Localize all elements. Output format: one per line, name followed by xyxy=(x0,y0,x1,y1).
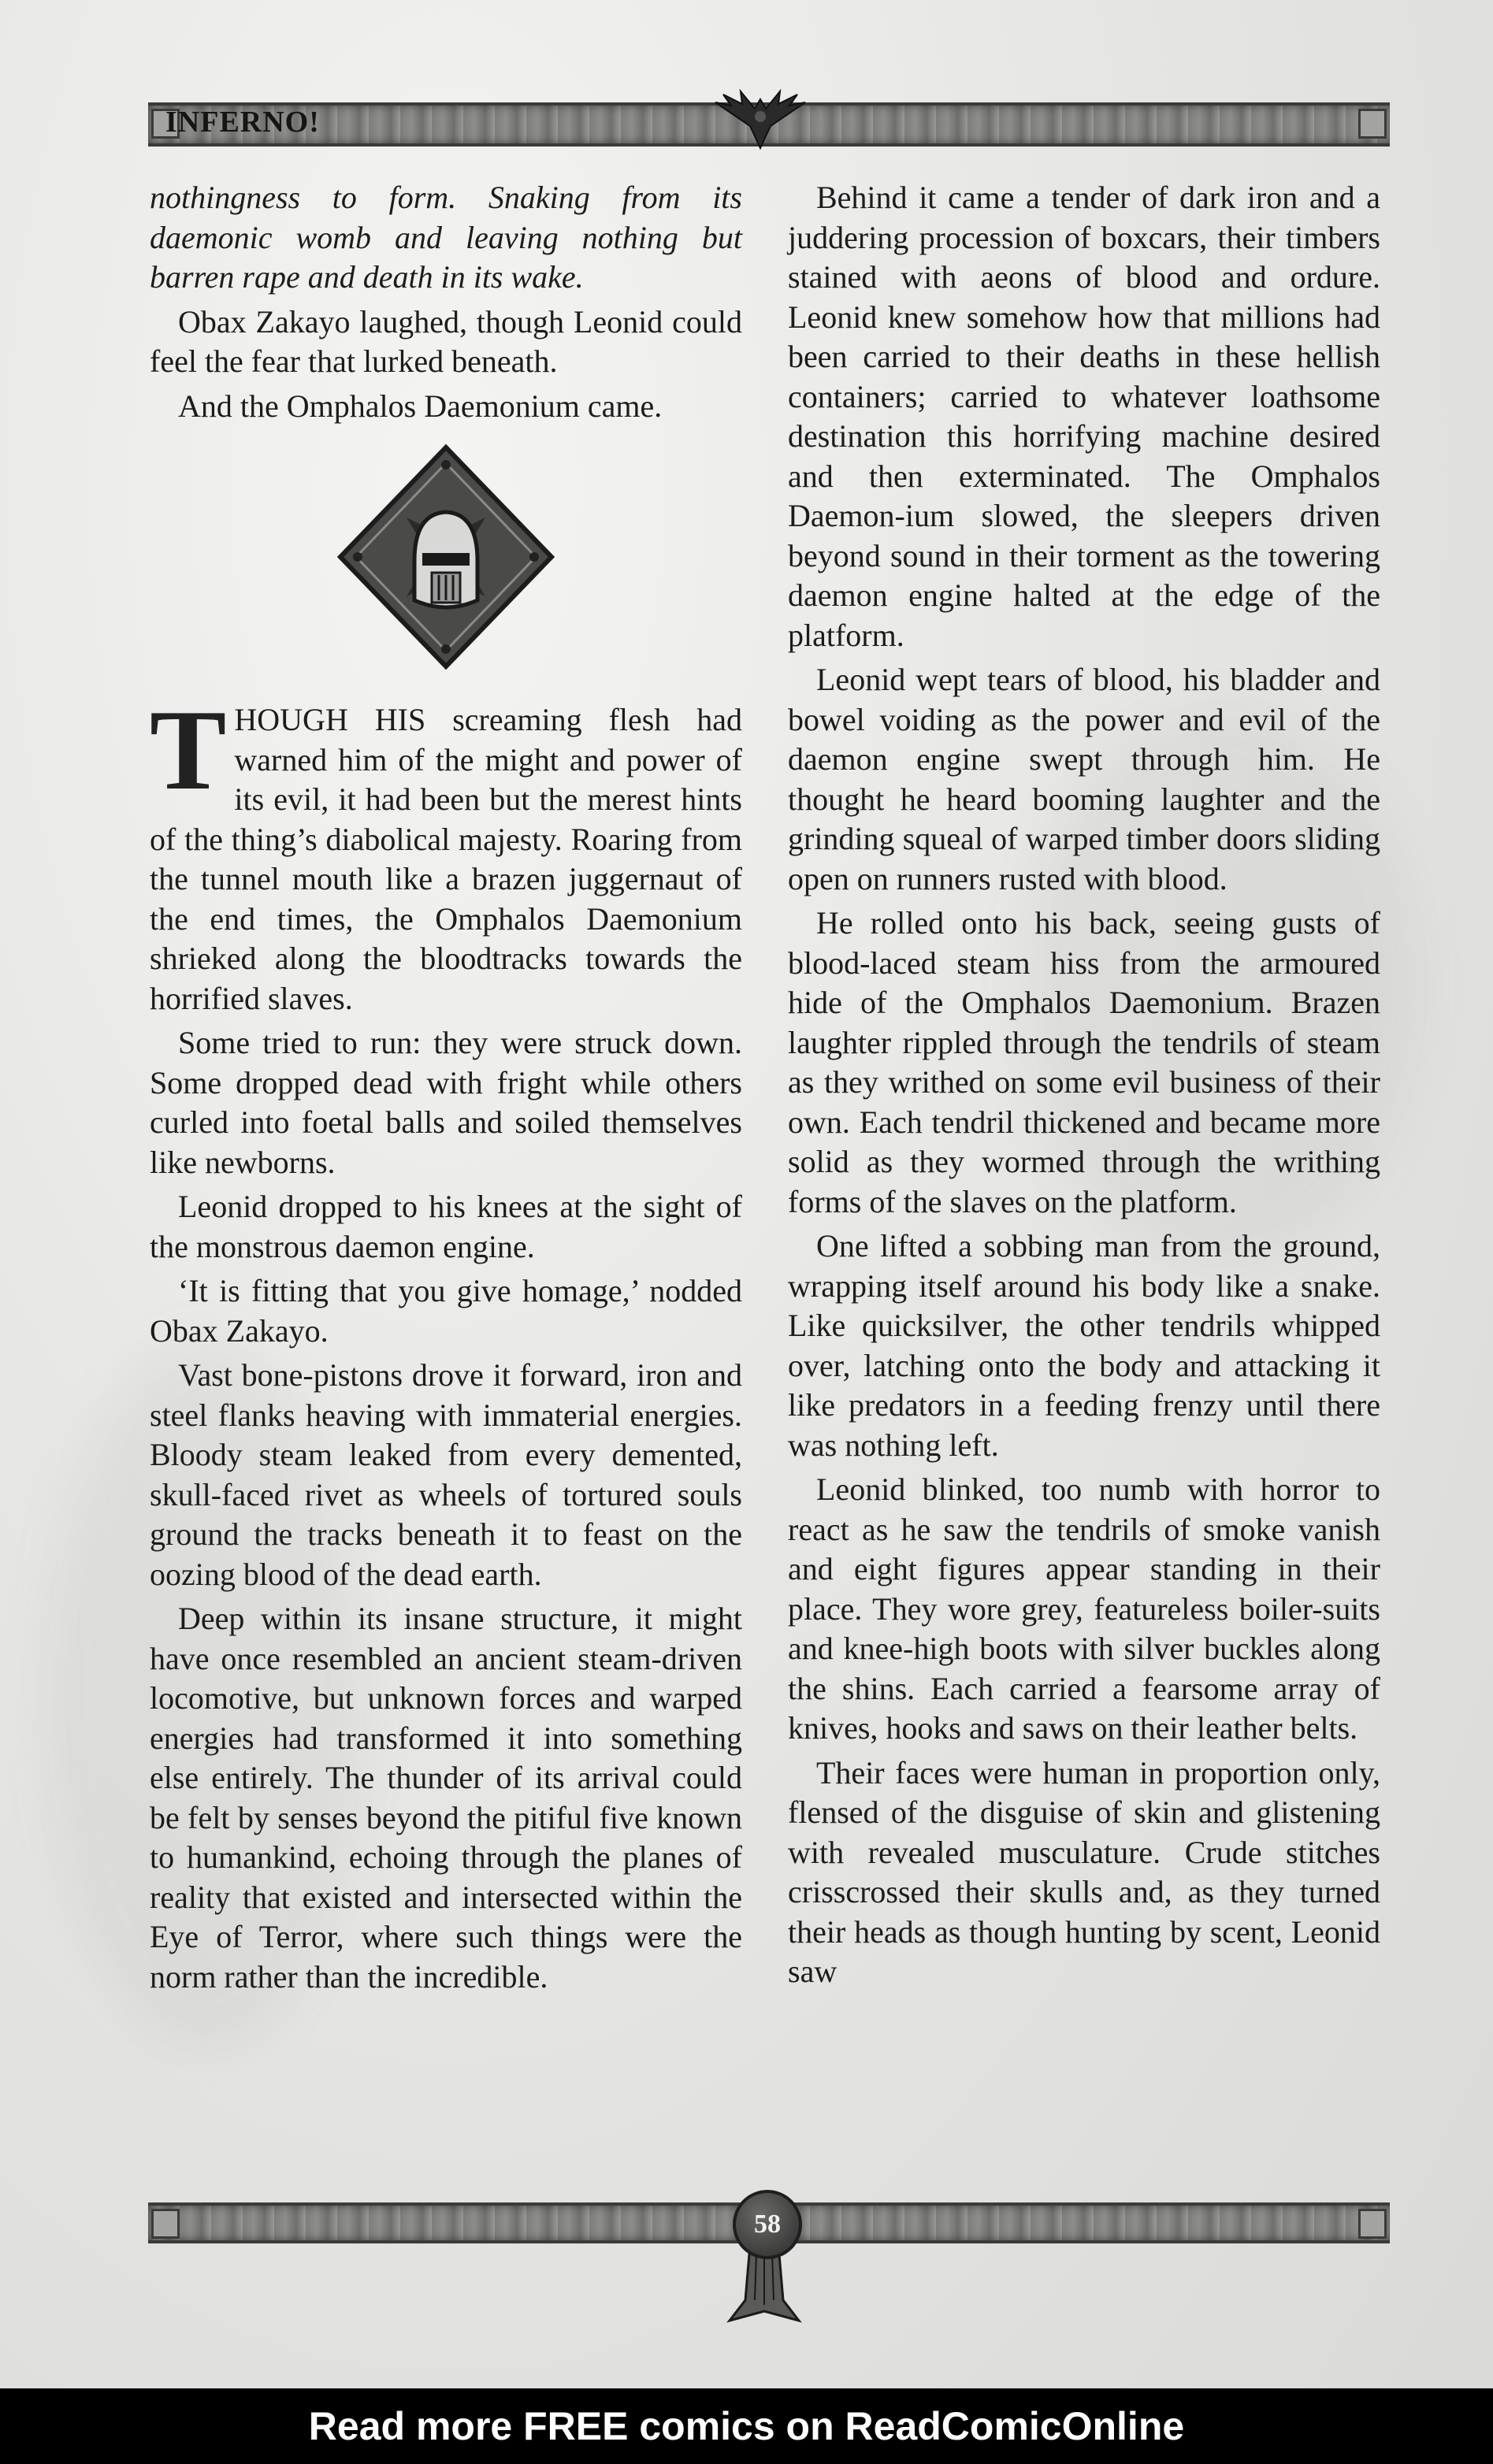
promo-banner[interactable] xyxy=(0,2388,1493,2464)
paragraph: Leonid blinked, too numb with horror to react as he saw the tendrils of smoke vanish and eight figures appear standing in their place. They wore grey, featureless boiler-suits and knee-high boots with silver buckles along the shins. Each carried a fearsome array of knives, hooks and saws on their leather belts. xyxy=(788,1471,1380,1746)
paragraph: ‘It is fitting that you give homage,’ nodded Obax Zakayo. xyxy=(150,1273,742,1349)
paragraph: Behind it came a tender of dark iron and a juddering procession of boxcars, their timbers stained with aeons of blood and ordure. Leonid knew somehow how that millions had been carried to their deaths in these hellish containers; carried to whatever loathsome destination this horrifying machine desired and then exterminated. The Omphalos Daemon-ium slowed, the sleepers driven beyond sound in their torment as the towering daemon engine halted at the edge of the platform. xyxy=(788,180,1380,653)
dropcap-letter: T xyxy=(150,686,227,814)
banner-cap-right xyxy=(1358,2209,1387,2239)
paragraph: nothingness to form. Snaking from its daemonic womb and leaving nothing but barren rape and death in its wake. xyxy=(150,180,742,295)
right-column xyxy=(788,178,1380,1997)
paragraph: One lifted a sobbing man from the ground, wrapping itself around his body like a snake. Like quicksilver, the other tendrils whipped over, latching onto the body and attacking it like predators in a feeding frenzy until there was nothing left. xyxy=(788,1228,1380,1463)
dropcap-text: HOUGH HIS screaming flesh had warned him of the might and power of its evil, it had been but the merest hints of the thing’s diabolical majesty. Roaring from the tunnel mouth like a brazen juggernaut of the end times, the Omphalos Daemonium shrieked along the bloodtracks towards the horrified slaves. xyxy=(150,702,742,1016)
paragraph: Some tried to run: they were struck down. Some dropped dead with fright while others curled into foetal balls and soiled themselves like newborns. xyxy=(150,1025,742,1180)
paragraph: He rolled onto his back, seeing gusts of blood-laced steam hiss from the armoured hide of the Omphalos Daemonium. Brazen laughter rippled through the tendrils of steam as they writhed on some evil business of their own. Each tendril thickened and became more solid as they wormed through the writhing forms of the slaves on the platform. xyxy=(788,905,1380,1219)
paragraph: Obax Zakayo laughed, though Leonid could feel the fear that lurked beneath. xyxy=(150,303,742,379)
paragraph: Vast bone-pistons drove it forward, iron and steel flanks heaving with immaterial energies. Bloody steam leaked from every demented, skull-faced rivet as wheels of tortured souls ground the tracks beneath it to feast on the oozing blood of the dead earth. xyxy=(150,1357,742,1592)
paragraph: Their faces were human in proportion only, flensed of the disguise of skin and glistening with revealed musculature. Crude stitches crisscrossed their skulls and, as they turned their heads as though hunting by scent, Leonid saw xyxy=(788,1754,1380,1989)
left-column xyxy=(150,178,742,2002)
promo-link[interactable]: Read more FREE comics on ReadComicOnline xyxy=(308,2404,1185,2448)
page-seal-icon xyxy=(733,2190,802,2259)
section-divider xyxy=(150,431,742,683)
paragraph-dropcap xyxy=(150,686,742,1019)
banner-cap-right xyxy=(1358,109,1387,139)
paragraph: Deep within its insane structure, it might have once resembled an ancient steam-driven locomotive, but unknown forces and warped energies had transformed it into something else entirely. The thunder of its arrival could be felt by senses beyond the pitiful five known to humankind, echoing through the planes of reality that existed and intersected within the Eye of Terror, where such things were the norm rather than the incredible. xyxy=(150,1601,742,1995)
paragraph: And the Omphalos Daemonium came. xyxy=(178,388,663,424)
paragraph: Leonid wept tears of blood, his bladder and bowel voiding as the power and evil of the daemon engine swept through him. He thought he heard booming laughter and the grinding squeal of warped timber doors sliding open on runners rusted with blood. xyxy=(788,662,1380,896)
banner-cap-left xyxy=(151,2209,180,2239)
eagle-emblem-icon xyxy=(709,85,811,151)
helmet-diamond-icon xyxy=(336,443,556,671)
paragraph: Leonid dropped to his knees at the sight of the monstrous daemon engine. xyxy=(150,1189,742,1264)
page-number: 58 xyxy=(754,2210,781,2239)
running-head: INFERNO! xyxy=(165,106,320,139)
